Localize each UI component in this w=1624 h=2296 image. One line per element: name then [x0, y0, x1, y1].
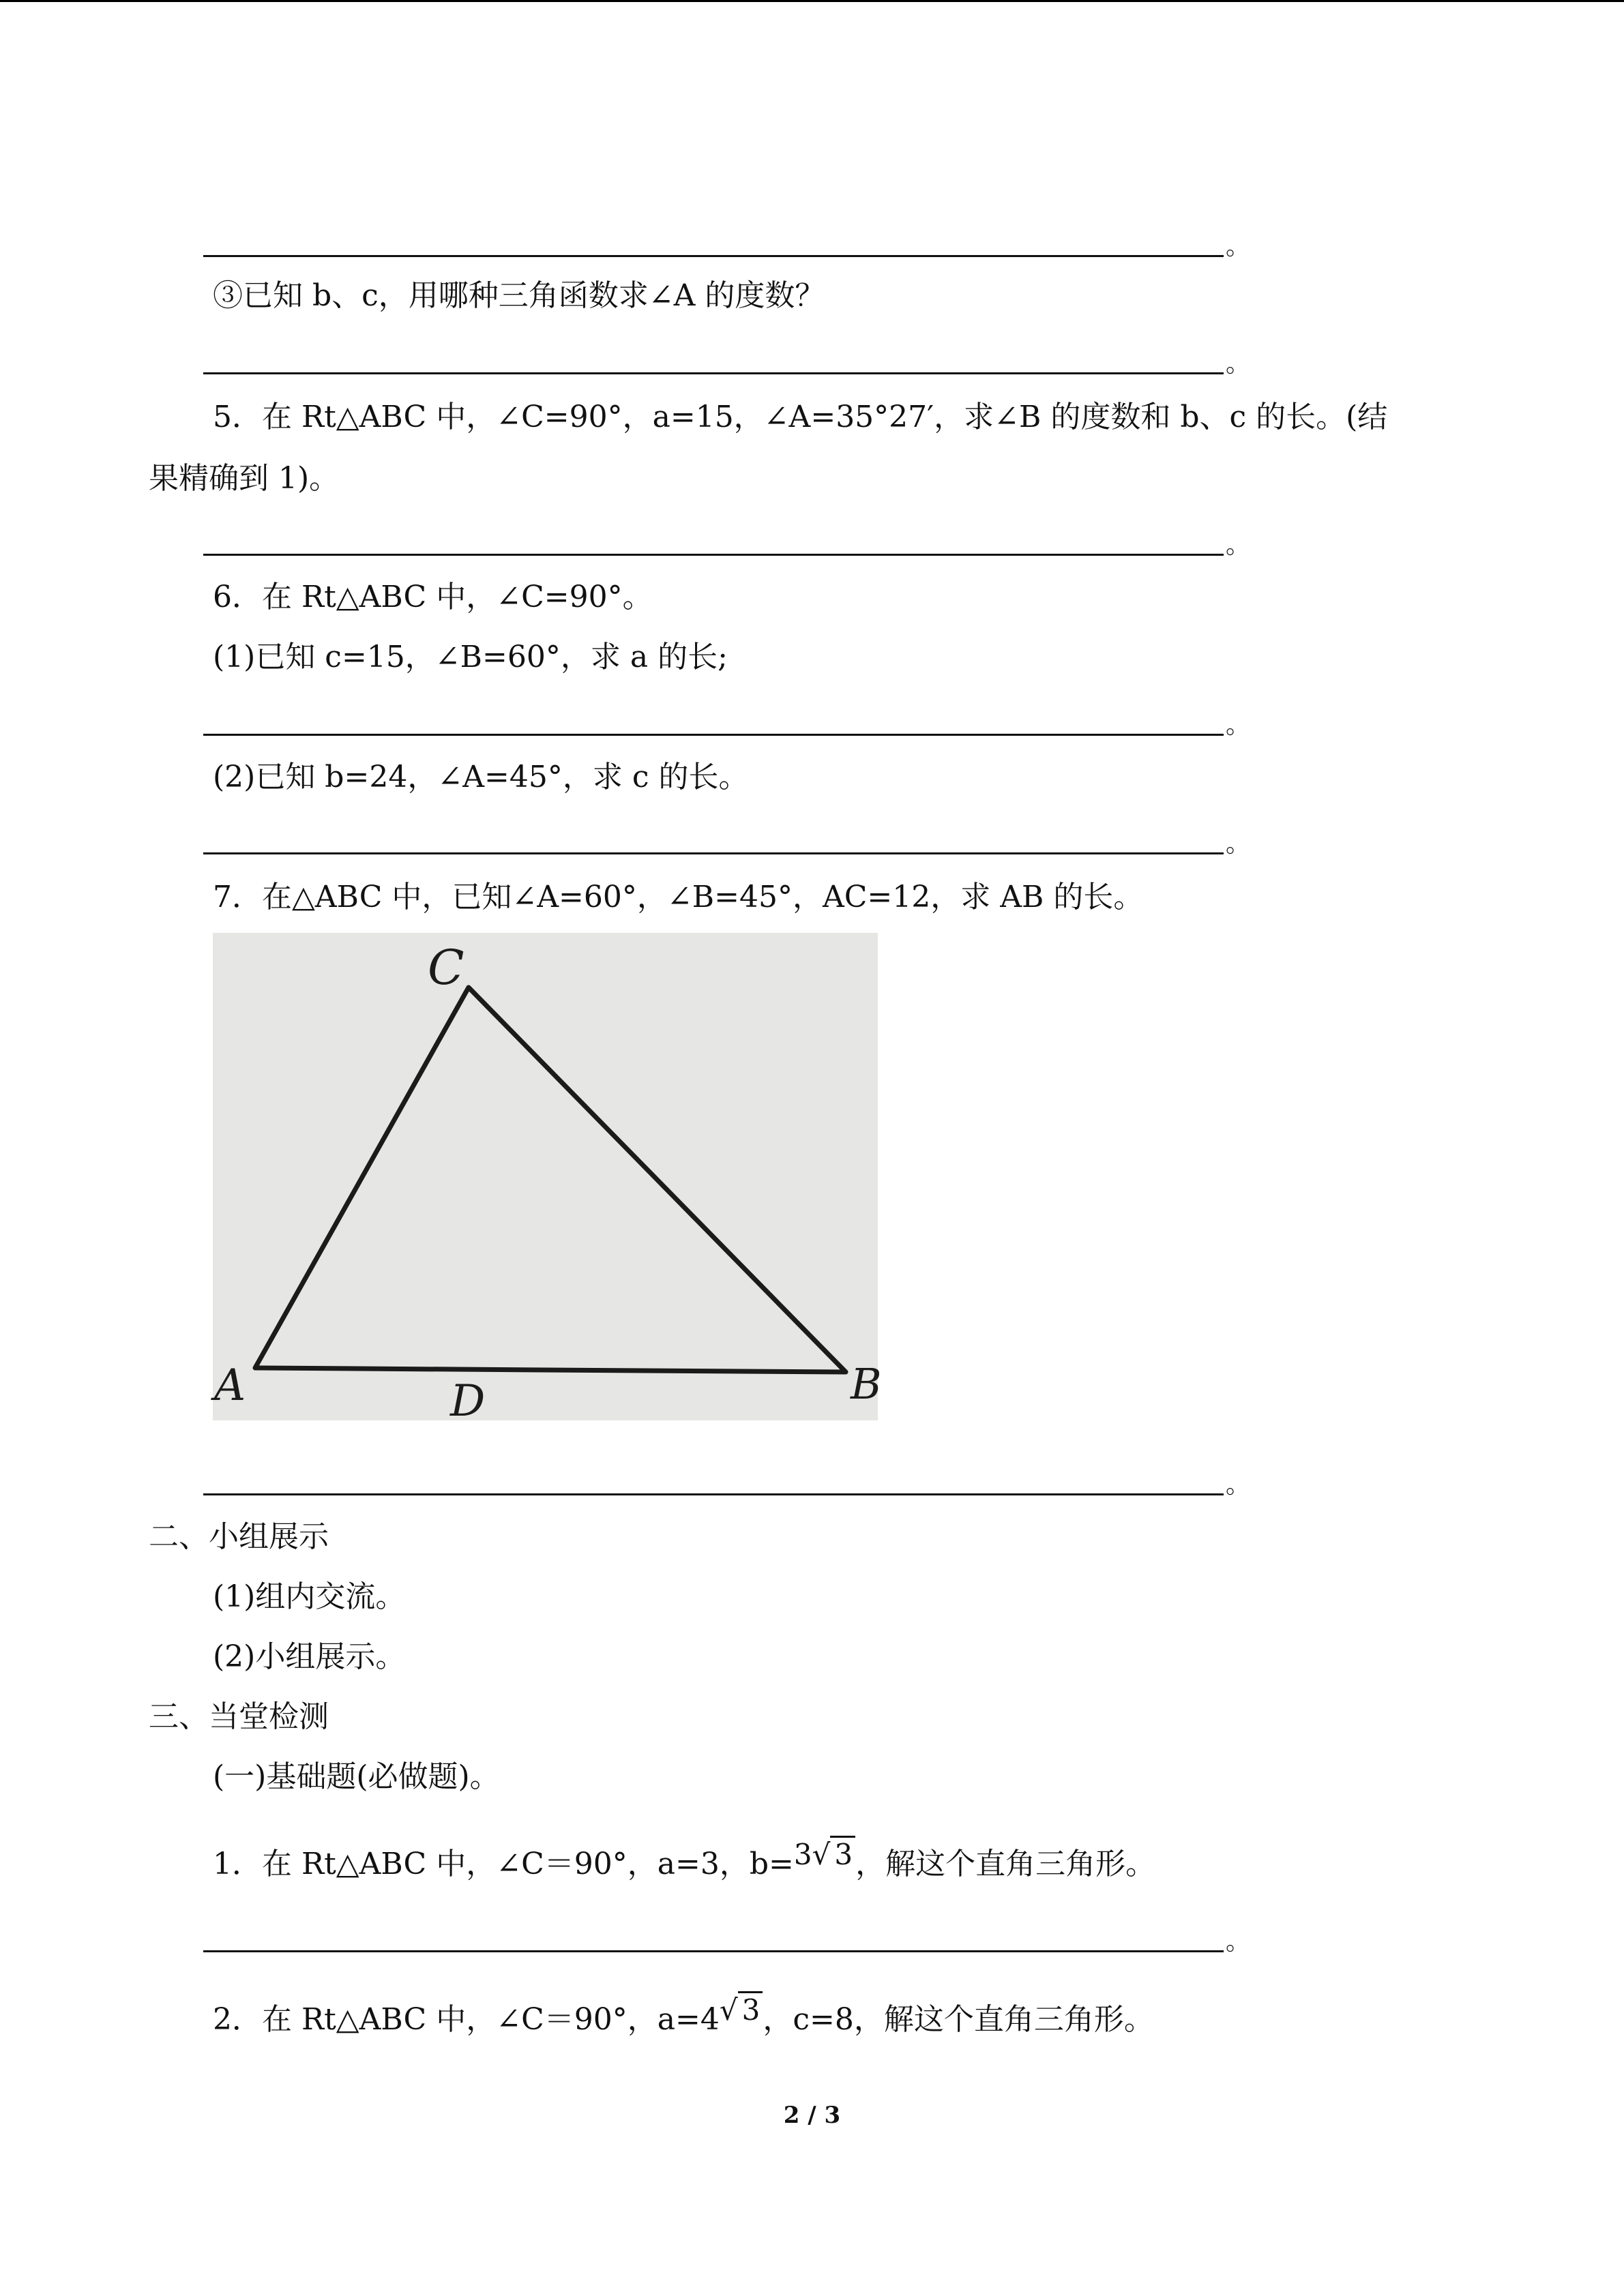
section-2-heading: 二、小组展示: [149, 1519, 329, 1554]
check-question-2-text: 2．在 Rt△ABC 中，∠C＝90°，a=4: [213, 2002, 720, 2037]
triangle-abc: [255, 987, 846, 1372]
sqrt-radicand: 3: [830, 1836, 855, 1871]
answer-line-period: 。: [1226, 1928, 1251, 1956]
answer-line: [203, 554, 1224, 556]
sqrt-coefficient: 3: [793, 1838, 812, 1871]
answer-line: [203, 734, 1224, 736]
vertex-label-b: B: [851, 1359, 882, 1409]
question-5-line-2: 果精确到 1)。: [149, 461, 340, 496]
section-2-item-2: (2)小组展示。: [213, 1639, 406, 1674]
question-6-stem: 6．在 Rt△ABC 中，∠C=90°。: [213, 580, 653, 614]
question-4-part-3: ③已知 b、c，用哪种三角函数求∠A 的度数？: [213, 278, 825, 313]
answer-line-period: 。: [1226, 711, 1251, 739]
answer-line-period: 。: [1226, 233, 1251, 260]
point-label-d: D: [450, 1376, 486, 1427]
triangle-figure: [213, 933, 882, 1427]
answer-line-period: 。: [1226, 350, 1251, 378]
section-2-item-1: (1)组内交流。: [213, 1579, 406, 1614]
question-5-line-1: 5．在 Rt△ABC 中，∠C=90°，a=15，∠A=35°27′，求∠B 的度数和 b、c 的长。(结: [213, 400, 1388, 434]
check-question-1-text: 1．在 Rt△ABC 中，∠C＝90°，a=3，b=: [213, 1847, 794, 1881]
question-7-stem: 7．在△ABC 中，已知∠A=60°，∠B=45°，AC=12，求 AB 的长。: [213, 880, 1144, 914]
answer-line: [203, 1950, 1224, 1952]
answer-line: [203, 372, 1224, 374]
question-6-part-1: (1)已知 c=15，∠B=60°，求 a 的长;: [213, 640, 728, 674]
answer-line-period: 。: [1226, 830, 1251, 858]
vertex-label-a: A: [214, 1360, 246, 1411]
check-question-1: [213, 1834, 1155, 1885]
answer-line-period: 。: [1226, 531, 1251, 559]
page-top-rule: [0, 0, 1624, 2]
section-3-heading: 三、当堂检测: [149, 1699, 329, 1734]
sqrt-expression: √ 3: [720, 1990, 763, 2031]
vertex-label-c: C: [428, 940, 464, 996]
check-question-2-text-end: ，c=8，解这个直角三角形。: [763, 2002, 1154, 2037]
answer-line: [203, 852, 1224, 854]
answer-line: [203, 1493, 1224, 1495]
answer-line: [203, 255, 1224, 257]
check-question-1-text-end: ，解这个直角三角形。: [855, 1847, 1156, 1881]
sqrt-expression: 3√ 3: [794, 1834, 855, 1875]
check-question-2: [213, 1990, 1154, 2040]
sqrt-radicand: 3: [738, 1991, 763, 2027]
section-3-subheading: (一)基础题(必做题)。: [213, 1759, 500, 1794]
answer-line-period: 。: [1226, 1471, 1251, 1499]
question-6-part-2: (2)已知 b=24，∠A=45°，求 c 的长。: [213, 760, 749, 794]
page-number: 2 / 3: [783, 2102, 841, 2129]
